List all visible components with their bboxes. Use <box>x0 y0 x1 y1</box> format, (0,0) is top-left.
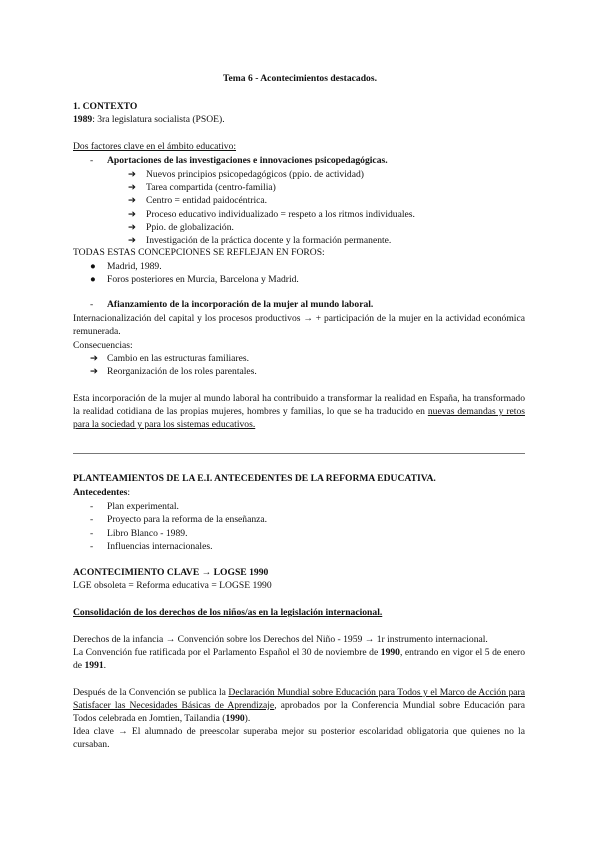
rights-line-2-text-b: , entrando en vigor el 5 de enero de <box>73 647 526 671</box>
declaration-text-c: ). <box>244 713 251 724</box>
page-title: Tema 6 - Acontecimientos destacados. <box>223 73 377 84</box>
antecedent-item: Libro Blanco - 1989. <box>107 527 188 539</box>
arrow-bullet-icon: ➔ <box>128 182 137 194</box>
factor-1-title: Aportaciones de las investigaciones e innovaciones psicopedagógicas. <box>107 155 388 166</box>
dash-bullet: - <box>90 527 94 539</box>
rights-line-2-year-1: 1990 <box>380 647 400 658</box>
closing-paragraph-text: Esta incorporación de la mujer al mundo laboral ha contribuido a transformar la realidad en España, ha transformado la realidad cotidiana de las propias mujeres, hombres y familias, lo que se ha traducido en <box>73 393 525 417</box>
arrow-bullet-icon: ➔ <box>128 169 137 180</box>
foros-heading: TODAS ESTAS CONCEPCIONES SE REFLEJAN EN FOROS: <box>73 247 325 258</box>
declaration-underlined: Declaración Mundial sobre Educación para Todos y el Marco de Acción para Satisfacer las Necesidades Básicas de Aprendizaje <box>73 687 525 711</box>
rights-line-2-year-2: 1991 <box>84 660 104 671</box>
antecedentes-label: Antecedentes <box>73 487 128 498</box>
factor-1-item: Proceso educativo individualizado = respeto a los ritmos individuales. <box>146 208 415 220</box>
antecedentes-line <box>73 486 130 499</box>
rights-line-2-text-a: La Convención fue ratificada por el Parlamento Español el 30 de noviembre de <box>73 647 381 658</box>
antecedent-item: Proyecto para la reforma de la enseñanza. <box>107 514 268 526</box>
arrow-bullet-icon: ➔ <box>90 366 99 378</box>
closing-paragraph <box>73 392 525 431</box>
key-idea-paragraph: Idea clave → El alumnado de preescolar superaba mejor su posterior escolaridad obligatoria que quienes no la cursaban. <box>73 726 525 750</box>
dash-bullet: - <box>90 541 94 553</box>
antecedent-item: Influencias internacionales. <box>107 541 213 553</box>
arrow-bullet-icon: ➔ <box>128 221 137 233</box>
dot-bullet: ● <box>90 261 96 272</box>
declaration-text-a: Después de la Convención se publica la <box>73 687 229 698</box>
legislature-year: 1989 <box>73 114 93 125</box>
closing-paragraph-underlined: nuevas demandas y retos para la sociedad y para los sistemas educativos. <box>73 406 525 430</box>
arrow-bullet-icon: ➔ <box>128 235 137 246</box>
foros-item-1: Madrid, 1989. <box>107 261 162 272</box>
factor-1-item: Ppio. de globalización. <box>146 221 234 233</box>
factor-2-paragraph: Internacionalización del capital y los procesos productivos → + participación de la mujer en la actividad económica remunerada. <box>73 313 525 337</box>
foros-item-2: Foros posteriores en Murcia, Barcelona y Madrid. <box>107 274 299 285</box>
section-heading-contexto: 1. CONTEXTO <box>73 101 138 112</box>
dash-bullet: - <box>90 299 94 310</box>
factor-1-item: Investigación de la práctica docente y la formación permanente. <box>146 235 392 246</box>
section-divider <box>73 453 525 454</box>
consolidation-heading: Consolidación de los derechos de los niños/as en la legislación internacional. <box>73 607 383 618</box>
declaration-text-b: , aprobados por la Conferencia Mundial sobre Educación para Todos celebrada en Jomtien, Tailandia ( <box>73 700 525 724</box>
factor-1-item: Nuevos principios psicopedagógicos (ppio. de actividad) <box>146 169 364 180</box>
rights-line-2 <box>73 646 525 672</box>
arrow-bullet-icon: ➔ <box>90 353 99 364</box>
arrow-bullet-icon: ➔ <box>128 208 137 220</box>
factor-2-title: Afianzamiento de la incorporación de la mujer al mundo laboral. <box>107 299 374 310</box>
dash-bullet: - <box>90 501 94 512</box>
antecedent-item: Plan experimental. <box>107 501 179 512</box>
consequence-item: Reorganización de los roles parentales. <box>107 366 257 378</box>
antecedentes-colon: : <box>127 487 131 498</box>
dot-bullet: ● <box>90 274 96 285</box>
rights-line-1: Derechos de la infancia → Convención sobre los Derechos del Niño - 1959 → 1r instrumento internacional. <box>73 634 488 645</box>
factor-1-item: Centro = entidad paidocéntrica. <box>146 195 268 207</box>
consecuencias-label: Consecuencias: <box>73 340 133 351</box>
planteamientos-heading: PLANTEAMIENTOS DE LA E.I. ANTECEDENTES DE LA REFORMA EDUCATIVA. <box>73 473 436 484</box>
key-event-text: LGE obsoleta = Reforma educativa = LOGSE 1990 <box>73 580 272 591</box>
factor-1-item: Tarea compartida (centro-familia) <box>146 182 276 194</box>
dash-bullet: - <box>90 514 94 526</box>
declaration-year: 1990 <box>225 713 245 724</box>
consequence-item: Cambio en las estructuras familiares. <box>107 353 249 364</box>
legislature-line <box>73 113 225 126</box>
arrow-bullet-icon: ➔ <box>128 195 137 207</box>
legislature-text: : 3ra legislatura socialista (PSOE). <box>92 114 225 125</box>
rights-line-2-text-c: . <box>103 660 107 671</box>
declaration-paragraph <box>73 686 525 725</box>
dash-bullet: - <box>90 155 94 166</box>
key-event-heading: ACONTECIMIENTO CLAVE → LOGSE 1990 <box>73 567 269 578</box>
factors-heading: Dos factores clave en el ámbito educativo: <box>73 141 237 152</box>
